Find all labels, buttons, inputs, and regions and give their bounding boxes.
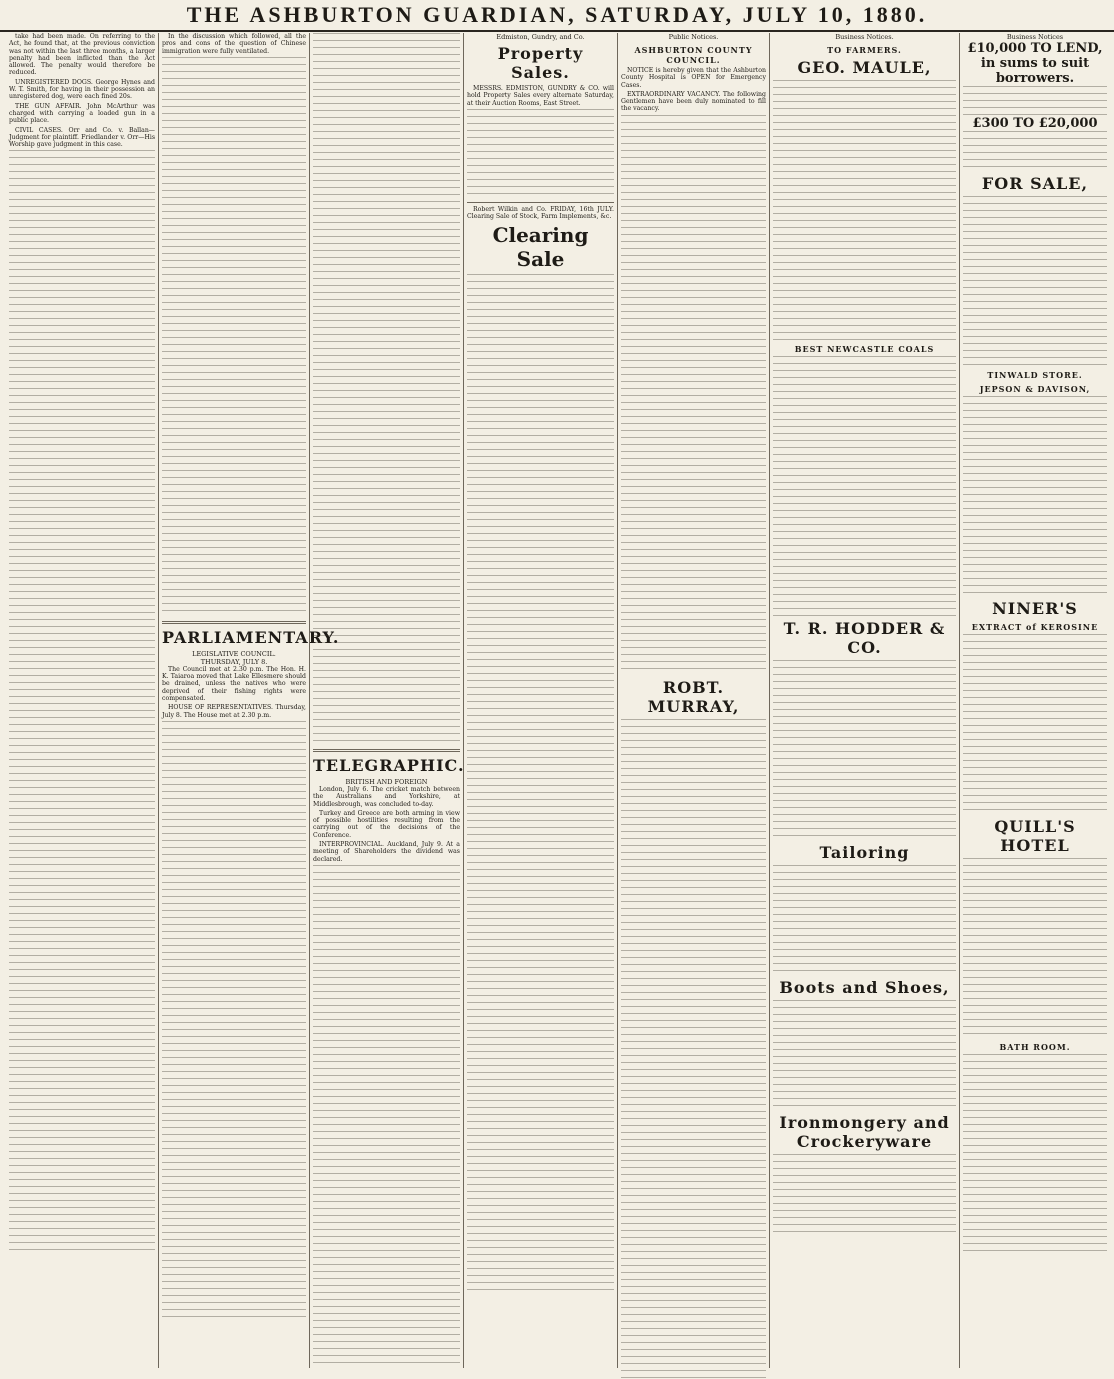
column-1 (6, 33, 158, 1368)
body-text-block (963, 196, 1107, 366)
body-text-block (313, 33, 460, 745)
ad-title: TINWALD STORE. (987, 370, 1083, 380)
body-text-block (467, 274, 614, 1294)
body-text-block (963, 634, 1107, 814)
body-text-block (162, 57, 306, 617)
body-text-block (9, 150, 155, 1250)
body-text-block (963, 396, 1107, 596)
body-text-block (963, 86, 1107, 116)
paragraph: London, July 6. The cricket match between the Australians and Yorkshire, at Middlesbrough, was concluded to-day. (313, 786, 460, 808)
ad-title: GEO. MAULE, (797, 58, 932, 77)
ad-title: Ironmongery and Crockeryware (779, 1113, 950, 1151)
column-6 (769, 33, 959, 1368)
divider (467, 202, 614, 203)
paragraph: CIVIL CASES. Orr and Co. v. Ballan—Judgment for plaintiff. Friedlander v. Orr—His Worship gave judgment in this case. (9, 126, 155, 149)
body-text-block (621, 719, 766, 1379)
column-2 (158, 33, 340, 1368)
paragraph: HOUSE OF REPRESENTATIVES. Thursday, July 8. The House met at 2.30 p.m. (162, 704, 306, 719)
body-text-block (621, 115, 766, 675)
ad-title: FOR SALE, (981, 174, 1089, 193)
paragraph: INTERPROVINCIAL. Auckland, July 9. At a meeting of Shareholders the dividend was declared. (313, 841, 460, 863)
ad-header: Edmiston, Gundry, and Co. (496, 33, 585, 41)
section-title: PARLIAMENTARY. (162, 627, 340, 647)
body-text-block (773, 1154, 956, 1234)
ad-title: BEST NEWCASTLE COALS (794, 344, 935, 354)
divider (313, 749, 460, 752)
ad-title: £10,000 TO LEND, in sums to suit borrowers. (967, 41, 1103, 86)
body-text-block (963, 858, 1107, 1038)
body-text-block (963, 1054, 1107, 1254)
paragraph: UNREGISTERED DOGS. George Hynes and W. T. Smith, for having in their possession an unregistered dog, were each fined 20s. (9, 78, 155, 101)
section-subtitle: LEGISLATIVE COUNCIL. (192, 649, 276, 658)
section-date: THURSDAY, JULY 8. (200, 657, 268, 666)
ad-title: T. R. HODDER & CO. (783, 619, 946, 657)
ad-title: JEPSON & DAVISON, (979, 384, 1091, 394)
ad-title: NINER'S (992, 599, 1078, 618)
paragraph: Turkey and Greece are both arming in view of possible hostilities resulting from the carrying out of the decisions of the Conference. (313, 809, 460, 839)
notice-title: ASHBURTON COUNTY COUNCIL. (634, 45, 753, 65)
paragraph: Robert Wilkin and Co. FRIDAY, 16th JULY. Clearing Sale of Stock, Farm Implements, &c. (467, 205, 614, 221)
ad-header: Public Notices. (668, 33, 719, 41)
ad-header: Business Notices (1006, 33, 1064, 41)
ad-title: £300 TO £20,000 (972, 116, 1098, 131)
column-3 (309, 33, 463, 1368)
body-text-block (773, 1000, 956, 1110)
paragraph: MESSRS. EDMISTON, GUNDRY & CO. will hold Property Sales every alternate Saturday, at their Auction Rooms, East Street. (467, 85, 614, 107)
column-4 (463, 33, 617, 1368)
section-subtitle: BRITISH AND FOREIGN (345, 778, 428, 786)
paragraph: In the discussion which followed, all the pros and cons of the question of Chinese immigration were fully ventilated. (162, 33, 306, 55)
body-text-block (773, 356, 956, 616)
body-text-block (773, 660, 956, 840)
ad-header: Business Notices. (835, 33, 894, 41)
section-title: TELEGRAPHIC. (313, 756, 465, 775)
body-text-block (467, 109, 614, 199)
ad-title: Tailoring (819, 843, 910, 862)
ad-title: Property Sales. (497, 44, 584, 82)
body-text-block (963, 131, 1107, 171)
ad-title: ROBT. MURRAY, (647, 677, 740, 716)
divider (162, 621, 306, 624)
body-text-block (773, 80, 956, 340)
paragraph: The Council met at 2.30 p.m. The Hon. H. K. Taiaroa moved that Lake Ellesmere should be drained, unless the natives who were deprived of their fishing rights were compensated. (162, 665, 306, 703)
ad-title: EXTRACT of KEROSINE (971, 622, 1099, 632)
paragraph: NOTICE is hereby given that the Ashburton County Hospital is OPEN for Emergency Cases. (621, 67, 766, 89)
paragraph: THE GUN AFFAIR. John McArthur was charged with carrying a loaded gun in a public place. (9, 102, 155, 125)
paragraph: EXTRAORDINARY VACANCY. The following Gentlemen have been duly nominated to fill the vacancy. (621, 90, 766, 113)
ad-title: QUILL'S HOTEL (994, 817, 1076, 855)
body-text-block (773, 865, 956, 975)
ad-title: Clearing Sale (492, 223, 589, 272)
column-5 (617, 33, 769, 1368)
column-7 (959, 33, 1110, 1368)
ad-title: Boots and Shoes, (779, 978, 950, 997)
body-text-block (162, 721, 306, 1321)
columns (6, 33, 1110, 1368)
paragraph: take had been made. On referring to the Act, he found that, at the previous conviction was not within the last three months, a larger penalty had been inflicted than the Act allowed. The penalty would therefore be reduced. (9, 33, 155, 77)
ad-title: BATH ROOM. (999, 1042, 1071, 1052)
body-text-block (313, 865, 460, 1365)
ad-title: TO FARMERS. (827, 45, 902, 55)
masthead: THE ASHBURTON GUARDIAN, SATURDAY, JULY 10, 1880. (0, 0, 1114, 32)
